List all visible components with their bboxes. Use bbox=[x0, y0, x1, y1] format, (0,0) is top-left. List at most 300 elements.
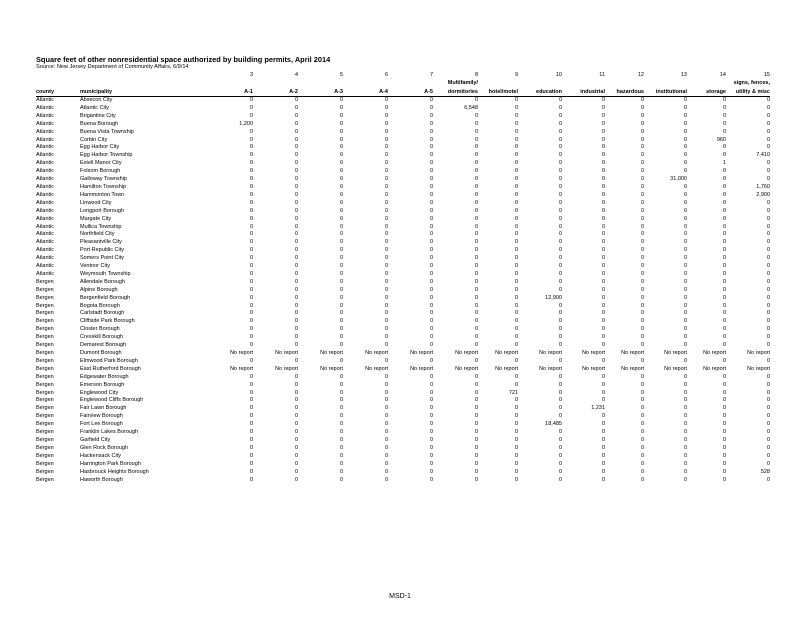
value-cell: 0 bbox=[474, 286, 478, 293]
value-cell: 0 bbox=[640, 373, 644, 380]
value-cell: 0 bbox=[339, 120, 343, 127]
value-cell: 0 bbox=[474, 207, 478, 214]
value-cell: 0 bbox=[429, 191, 433, 198]
municipality-cell: Mullica Township bbox=[80, 223, 122, 230]
value-cell: 0 bbox=[429, 160, 433, 167]
value-cell: 0 bbox=[384, 263, 388, 270]
value-cell: 0 bbox=[514, 231, 518, 238]
value-cell: 0 bbox=[249, 357, 253, 364]
value-cell: 0 bbox=[429, 468, 433, 475]
table-row bbox=[36, 295, 770, 303]
column-header-top bbox=[644, 79, 687, 87]
value-cell: 0 bbox=[514, 255, 518, 262]
table-row bbox=[36, 437, 770, 445]
value-cell: 0 bbox=[474, 405, 478, 412]
county-cell: Bergen bbox=[36, 286, 54, 293]
value-cell: 0 bbox=[339, 136, 343, 143]
value-cell: 0 bbox=[474, 215, 478, 222]
spacer-cell bbox=[36, 71, 80, 79]
value-cell: 0 bbox=[429, 152, 433, 159]
table-row bbox=[36, 113, 770, 121]
value-cell: 0 bbox=[474, 199, 478, 206]
municipality-cell: Folsom Borough bbox=[80, 168, 121, 175]
value-cell: 0 bbox=[558, 389, 562, 396]
municipality-cell: Bergenfield Borough bbox=[80, 294, 131, 301]
value-cell: 0 bbox=[601, 239, 605, 246]
value-cell: 0 bbox=[339, 112, 343, 119]
value-cell: 0 bbox=[339, 144, 343, 151]
value-cell: 0 bbox=[294, 104, 298, 111]
value-cell: 0 bbox=[558, 444, 562, 451]
value-cell: 0 bbox=[640, 294, 644, 301]
value-cell: 0 bbox=[474, 389, 478, 396]
county-cell: Bergen bbox=[36, 397, 54, 404]
value-cell: 0 bbox=[722, 318, 726, 325]
value-cell: 0 bbox=[514, 191, 518, 198]
value-cell: 0 bbox=[294, 413, 298, 420]
column-number: 14 bbox=[719, 72, 726, 78]
table-row bbox=[36, 350, 770, 358]
value-cell: 0 bbox=[384, 247, 388, 254]
value-cell: 0 bbox=[294, 97, 298, 103]
county-cell: Atlantic bbox=[36, 255, 55, 262]
value-cell: 0 bbox=[558, 191, 562, 198]
value-cell: 0 bbox=[640, 342, 644, 349]
value-cell: 0 bbox=[514, 302, 518, 309]
value-cell: 0 bbox=[249, 302, 253, 309]
value-cell: 0 bbox=[683, 294, 687, 301]
value-cell: 0 bbox=[640, 413, 644, 420]
county-cell: Bergen bbox=[36, 310, 54, 317]
table-row bbox=[36, 421, 770, 429]
value-cell: 0 bbox=[294, 294, 298, 301]
value-cell: 0 bbox=[722, 468, 726, 475]
column-header: A-3 bbox=[298, 87, 343, 97]
value-cell: 0 bbox=[601, 302, 605, 309]
value-cell: 0 bbox=[683, 452, 687, 459]
value-cell: 0 bbox=[294, 263, 298, 270]
value-cell: 0 bbox=[683, 302, 687, 309]
value-cell: 0 bbox=[249, 444, 253, 451]
value-cell: No report bbox=[320, 350, 343, 356]
value-cell: 0 bbox=[558, 160, 562, 167]
county-cell: Bergen bbox=[36, 476, 54, 483]
value-cell: 0 bbox=[429, 318, 433, 325]
column-header-top bbox=[478, 79, 518, 87]
value-cell: 0 bbox=[429, 476, 433, 483]
value-cell: 0 bbox=[474, 160, 478, 167]
value-cell: 0 bbox=[514, 270, 518, 277]
table-row bbox=[36, 413, 770, 421]
value-cell: 0 bbox=[766, 223, 770, 230]
value-cell: 0 bbox=[514, 357, 518, 364]
value-cell: 0 bbox=[384, 112, 388, 119]
value-cell: 0 bbox=[294, 136, 298, 143]
value-cell: 0 bbox=[429, 389, 433, 396]
value-cell: 0 bbox=[640, 318, 644, 325]
value-cell: 0 bbox=[558, 128, 562, 135]
value-cell: 0 bbox=[601, 183, 605, 190]
value-cell: 0 bbox=[558, 239, 562, 246]
county-cell: Atlantic bbox=[36, 263, 55, 270]
table-row bbox=[36, 326, 770, 334]
value-cell: 0 bbox=[339, 207, 343, 214]
value-cell: 0 bbox=[339, 270, 343, 277]
value-cell: 0 bbox=[294, 436, 298, 443]
value-cell: 0 bbox=[429, 144, 433, 151]
value-cell: 0 bbox=[294, 183, 298, 190]
value-cell: 0 bbox=[640, 120, 644, 127]
value-cell: 0 bbox=[294, 152, 298, 159]
value-cell: 0 bbox=[722, 144, 726, 151]
value-cell: 0 bbox=[640, 97, 644, 103]
value-cell: 0 bbox=[474, 270, 478, 277]
value-cell: 0 bbox=[766, 381, 770, 388]
value-cell: 0 bbox=[683, 444, 687, 451]
table-row bbox=[36, 382, 770, 390]
value-cell: 0 bbox=[429, 460, 433, 467]
value-cell: No report bbox=[621, 365, 644, 372]
value-cell: 0 bbox=[384, 144, 388, 151]
value-cell: 0 bbox=[294, 231, 298, 238]
value-cell: 0 bbox=[339, 318, 343, 325]
value-cell: 0 bbox=[683, 255, 687, 262]
value-cell: 0 bbox=[766, 342, 770, 349]
value-cell: 0 bbox=[474, 191, 478, 198]
value-cell: No report bbox=[365, 365, 388, 372]
value-cell: 1,760 bbox=[756, 183, 770, 190]
value-cell: 0 bbox=[249, 278, 253, 285]
county-cell: Bergen bbox=[36, 278, 54, 285]
value-cell: 0 bbox=[640, 429, 644, 436]
value-cell: 0 bbox=[249, 270, 253, 277]
value-cell: 0 bbox=[514, 183, 518, 190]
value-cell: 0 bbox=[722, 294, 726, 301]
value-cell: 0 bbox=[514, 215, 518, 222]
county-cell: Bergen bbox=[36, 413, 54, 420]
value-cell: 0 bbox=[429, 247, 433, 254]
value-cell: 0 bbox=[384, 168, 388, 175]
column-number-row bbox=[36, 71, 770, 79]
table-row bbox=[36, 137, 770, 145]
value-cell: 0 bbox=[474, 318, 478, 325]
county-cell: Atlantic bbox=[36, 191, 55, 198]
value-cell: 18,485 bbox=[545, 421, 562, 428]
value-cell: 0 bbox=[514, 326, 518, 333]
value-cell: 0 bbox=[558, 104, 562, 111]
value-cell: 0 bbox=[766, 255, 770, 262]
value-cell: 0 bbox=[514, 120, 518, 127]
value-cell: 0 bbox=[722, 334, 726, 341]
value-cell: 0 bbox=[640, 444, 644, 451]
value-cell: 0 bbox=[683, 326, 687, 333]
value-cell: 0 bbox=[558, 263, 562, 270]
table-row bbox=[36, 168, 770, 176]
value-cell: 0 bbox=[766, 176, 770, 183]
value-cell: 0 bbox=[640, 255, 644, 262]
value-cell: 0 bbox=[640, 436, 644, 443]
value-cell: 0 bbox=[249, 318, 253, 325]
value-cell: No report bbox=[230, 365, 253, 372]
column-number: 7 bbox=[429, 72, 433, 78]
value-cell: 0 bbox=[640, 104, 644, 111]
value-cell: 0 bbox=[601, 413, 605, 420]
value-cell: 1,231 bbox=[591, 405, 605, 412]
value-cell: 0 bbox=[294, 397, 298, 404]
value-cell: 0 bbox=[339, 215, 343, 222]
value-cell: 0 bbox=[722, 476, 726, 483]
value-cell: 0 bbox=[249, 247, 253, 254]
column-number: 6 bbox=[384, 72, 388, 78]
value-cell: 0 bbox=[429, 270, 433, 277]
value-cell: 0 bbox=[514, 381, 518, 388]
municipality-cell: Dumont Borough bbox=[80, 350, 122, 356]
value-cell: 0 bbox=[384, 326, 388, 333]
value-cell: 0 bbox=[384, 270, 388, 277]
value-cell: 0 bbox=[429, 239, 433, 246]
value-cell: 0 bbox=[249, 168, 253, 175]
value-cell: 0 bbox=[640, 389, 644, 396]
value-cell: 0 bbox=[722, 444, 726, 451]
value-cell: 0 bbox=[384, 152, 388, 159]
value-cell: 0 bbox=[683, 231, 687, 238]
value-cell: 0 bbox=[339, 152, 343, 159]
value-cell: 0 bbox=[722, 310, 726, 317]
value-cell: 0 bbox=[640, 381, 644, 388]
value-cell: 0 bbox=[722, 152, 726, 159]
column-header: institutional bbox=[644, 87, 687, 97]
value-cell: 0 bbox=[683, 286, 687, 293]
municipality-cell: Northfield City bbox=[80, 231, 115, 238]
value-cell: 0 bbox=[429, 112, 433, 119]
value-cell: 0 bbox=[429, 444, 433, 451]
value-cell: 0 bbox=[766, 302, 770, 309]
value-cell: 0 bbox=[384, 318, 388, 325]
value-cell: 0 bbox=[558, 247, 562, 254]
column-number: 8 bbox=[474, 72, 478, 78]
value-cell: No report bbox=[495, 365, 518, 372]
value-cell: 0 bbox=[601, 452, 605, 459]
value-cell: 0 bbox=[514, 405, 518, 412]
county-cell: Bergen bbox=[36, 357, 54, 364]
value-cell: 0 bbox=[249, 239, 253, 246]
value-cell: No report bbox=[275, 365, 298, 372]
value-cell: 0 bbox=[249, 176, 253, 183]
value-cell: 0 bbox=[766, 294, 770, 301]
value-cell: 0 bbox=[429, 97, 433, 103]
value-cell: 0 bbox=[429, 176, 433, 183]
municipality-cell: Elmwood Park Borough bbox=[80, 357, 138, 364]
value-cell: 0 bbox=[474, 255, 478, 262]
value-cell: 0 bbox=[294, 120, 298, 127]
county-cell: Atlantic bbox=[36, 215, 55, 222]
value-cell: 0 bbox=[601, 136, 605, 143]
value-cell: 0 bbox=[722, 231, 726, 238]
column-number: 4 bbox=[294, 72, 298, 78]
value-cell: 0 bbox=[514, 144, 518, 151]
value-cell: 0 bbox=[601, 389, 605, 396]
value-cell: 0 bbox=[766, 429, 770, 436]
value-cell: 0 bbox=[722, 128, 726, 135]
column-header-top bbox=[562, 79, 605, 87]
value-cell: 0 bbox=[294, 215, 298, 222]
table-row bbox=[36, 208, 770, 216]
municipality-cell: Atlantic City bbox=[80, 104, 110, 111]
table-row bbox=[36, 239, 770, 247]
column-header: A-2 bbox=[253, 87, 298, 97]
column-header: dormitories bbox=[433, 87, 478, 97]
value-cell: 0 bbox=[339, 286, 343, 293]
value-cell: 0 bbox=[601, 318, 605, 325]
value-cell: 0 bbox=[558, 302, 562, 309]
value-cell: 0 bbox=[249, 373, 253, 380]
value-cell: 0 bbox=[722, 104, 726, 111]
value-cell: No report bbox=[621, 350, 644, 356]
value-cell: 0 bbox=[683, 168, 687, 175]
value-cell: 0 bbox=[558, 120, 562, 127]
value-cell: 0 bbox=[514, 104, 518, 111]
value-cell: 0 bbox=[558, 199, 562, 206]
table-row bbox=[36, 445, 770, 453]
value-cell: 0 bbox=[683, 468, 687, 475]
column-header: A-4 bbox=[343, 87, 388, 97]
value-cell: 0 bbox=[683, 207, 687, 214]
value-cell: 0 bbox=[384, 136, 388, 143]
value-cell: 0 bbox=[766, 421, 770, 428]
value-cell: 0 bbox=[339, 183, 343, 190]
value-cell: 0 bbox=[558, 176, 562, 183]
value-cell: 0 bbox=[558, 310, 562, 317]
value-cell: 0 bbox=[249, 207, 253, 214]
value-cell: 0 bbox=[429, 326, 433, 333]
municipality-cell: Brigantine City bbox=[80, 112, 116, 119]
value-cell: 0 bbox=[249, 97, 253, 103]
value-cell: 0 bbox=[722, 191, 726, 198]
value-cell: 0 bbox=[474, 112, 478, 119]
table-row bbox=[36, 461, 770, 469]
column-number: 12 bbox=[637, 72, 644, 78]
value-cell: 0 bbox=[558, 342, 562, 349]
value-cell: 0 bbox=[384, 381, 388, 388]
table-row bbox=[36, 358, 770, 366]
value-cell: 0 bbox=[601, 247, 605, 254]
value-cell: 0 bbox=[384, 215, 388, 222]
value-cell: 0 bbox=[429, 199, 433, 206]
value-cell: 0 bbox=[766, 373, 770, 380]
value-cell: 0 bbox=[722, 215, 726, 222]
value-cell: 0 bbox=[683, 191, 687, 198]
county-cell: Atlantic bbox=[36, 199, 55, 206]
county-cell: Atlantic bbox=[36, 128, 55, 135]
value-cell: 0 bbox=[640, 286, 644, 293]
value-cell: 0 bbox=[474, 413, 478, 420]
value-cell: 0 bbox=[558, 286, 562, 293]
column-header-top bbox=[388, 79, 433, 87]
value-cell: 0 bbox=[558, 373, 562, 380]
value-cell: 0 bbox=[766, 357, 770, 364]
value-cell: 0 bbox=[294, 239, 298, 246]
spacer-cell bbox=[80, 79, 210, 87]
municipality-cell: Edgewater Borough bbox=[80, 373, 129, 380]
value-cell: 0 bbox=[339, 168, 343, 175]
municipality-cell: Somers Point City bbox=[80, 255, 125, 262]
value-cell: 0 bbox=[249, 468, 253, 475]
value-cell: No report bbox=[539, 365, 562, 372]
county-cell: Atlantic bbox=[36, 207, 55, 214]
value-cell: 0 bbox=[294, 342, 298, 349]
value-cell: 0 bbox=[683, 239, 687, 246]
value-cell: 0 bbox=[558, 452, 562, 459]
value-cell: 0 bbox=[429, 278, 433, 285]
value-cell: 0 bbox=[722, 357, 726, 364]
table-row bbox=[36, 160, 770, 168]
value-cell: 0 bbox=[514, 247, 518, 254]
value-cell: 0 bbox=[722, 397, 726, 404]
value-cell: No report bbox=[365, 350, 388, 356]
value-cell: No report bbox=[582, 365, 605, 372]
value-cell: 0 bbox=[766, 144, 770, 151]
column-header-top bbox=[210, 79, 253, 87]
table-row bbox=[36, 303, 770, 311]
value-cell: 0 bbox=[722, 255, 726, 262]
value-cell: 0 bbox=[384, 160, 388, 167]
county-cell: Bergen bbox=[36, 318, 54, 325]
value-cell: 0 bbox=[722, 452, 726, 459]
value-cell: 0 bbox=[514, 444, 518, 451]
value-cell: 0 bbox=[558, 468, 562, 475]
municipality-cell: Ventnor City bbox=[80, 263, 110, 270]
value-cell: 0 bbox=[384, 294, 388, 301]
value-cell: 0 bbox=[384, 104, 388, 111]
value-cell: 0 bbox=[514, 421, 518, 428]
value-cell: 0 bbox=[384, 207, 388, 214]
table-row bbox=[36, 200, 770, 208]
value-cell: 0 bbox=[722, 270, 726, 277]
municipality-cell: Cresskill Borough bbox=[80, 334, 124, 341]
value-cell: 0 bbox=[514, 373, 518, 380]
county-cell: Bergen bbox=[36, 429, 54, 436]
value-cell: 0 bbox=[514, 239, 518, 246]
county-cell: Atlantic bbox=[36, 112, 55, 119]
value-cell: 0 bbox=[514, 342, 518, 349]
value-cell: 0 bbox=[558, 436, 562, 443]
value-cell: 0 bbox=[474, 294, 478, 301]
value-cell: 0 bbox=[429, 429, 433, 436]
value-cell: 0 bbox=[339, 429, 343, 436]
value-cell: 1 bbox=[722, 160, 726, 167]
municipality-cell: Englewood City bbox=[80, 389, 119, 396]
column-header-top: signs, fences, bbox=[733, 80, 770, 86]
value-cell: 0 bbox=[384, 460, 388, 467]
value-cell: 0 bbox=[601, 263, 605, 270]
value-cell: 0 bbox=[474, 436, 478, 443]
value-cell: 0 bbox=[339, 97, 343, 103]
table-row bbox=[36, 366, 770, 374]
municipality-cell: Garfield City bbox=[80, 436, 111, 443]
municipality-cell: Egg Harbor City bbox=[80, 144, 120, 151]
value-cell: 0 bbox=[384, 128, 388, 135]
value-cell: 0 bbox=[514, 112, 518, 119]
value-cell: 0 bbox=[558, 136, 562, 143]
value-cell: 0 bbox=[722, 342, 726, 349]
municipality-cell: Margate City bbox=[80, 215, 112, 222]
county-cell: Bergen bbox=[36, 405, 54, 412]
value-cell: 0 bbox=[514, 413, 518, 420]
value-cell: 0 bbox=[766, 215, 770, 222]
value-cell: 0 bbox=[683, 334, 687, 341]
municipality-cell: Hasbrouck Heights Borough bbox=[80, 468, 149, 475]
value-cell: 0 bbox=[558, 97, 562, 103]
